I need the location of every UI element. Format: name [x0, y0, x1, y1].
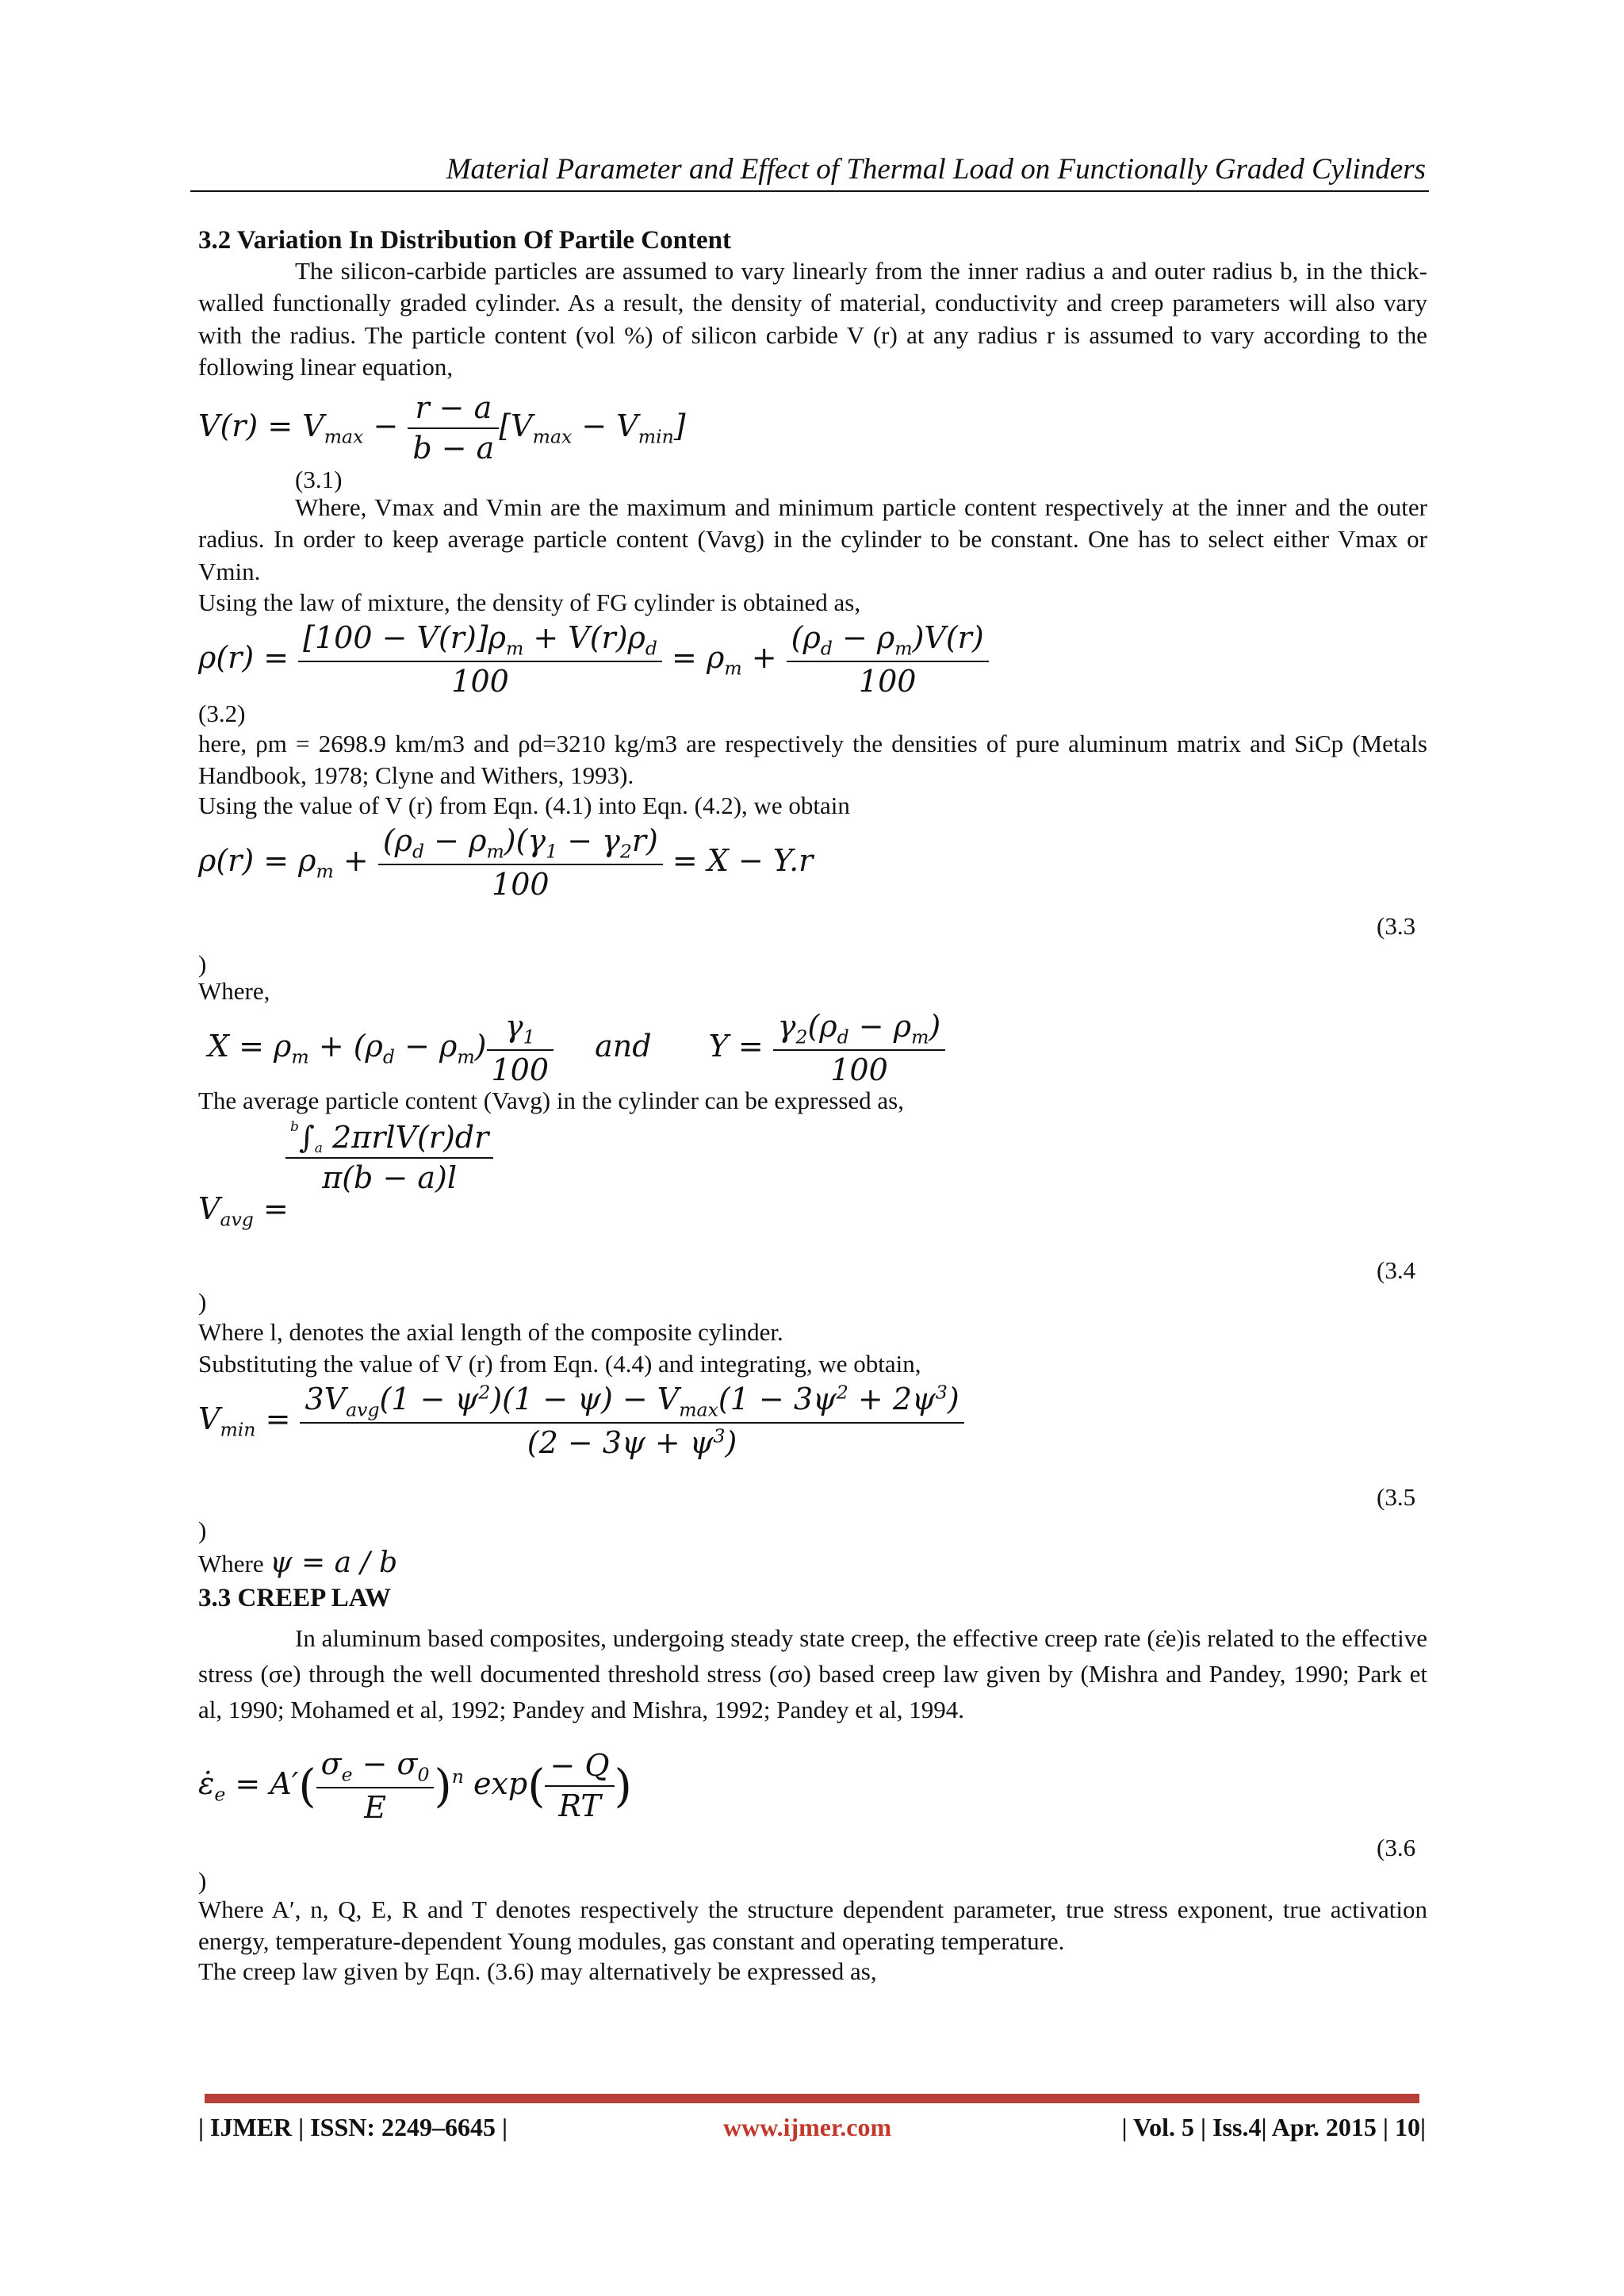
- equation-label-3-2: (3.2): [198, 700, 246, 727]
- psi-definition: Where ψ = a / b: [198, 1547, 398, 1579]
- section-heading-3-3: 3.3 CREEP LAW: [198, 1584, 391, 1612]
- equation-3-6: $\varepsiloṅ_e = A'$( $\frac{\sigma_e - \sigma_0}{E}$ )$^n$ exp( $\frac{- Q}{RT}$ ): [198, 1745, 632, 1828]
- footer-website-link[interactable]: www.ijmer.com: [723, 2113, 892, 2141]
- equation-3-3: $\rho(r) = \rho_m$ + $\frac{(\rho_d - \rho_m)(\gamma_1 - \gamma_2r)}{100}$ = X − Y.r: [198, 822, 813, 905]
- equation-label-3-1: (3.1): [295, 466, 343, 493]
- header-divider: [190, 190, 1429, 192]
- equation-x-y-definitions: $X = \rho_m + (\rho_d - \rho_m)$ $\frac{\gamma_1}{100}$ and Y = $\frac{\gamma_2(\rho_d - \rho_m)}{100}$: [208, 1007, 945, 1091]
- where-label: Where,: [198, 977, 270, 1005]
- footer-bar: [205, 2094, 1419, 2103]
- equation-3-4: $V_{avg}$ = $\frac{^b\int a 2\pi rlV(r)dr}{\pi(b - a)l}$: [198, 1118, 515, 1253]
- equation-label-3-3: (3.3: [1377, 912, 1416, 940]
- paragraph-law-of-mixture: Using the law of mixture, the density of FG cylinder is obtained as,: [198, 588, 861, 616]
- equation-close-3-5: ): [198, 1516, 207, 1544]
- paragraph-axial-length: Where l, denotes the axial length of the composite cylinder.: [198, 1318, 783, 1346]
- paragraph-integrating: Substituting the value of V (r) from Eqn. (4.4) and integrating, we obtain,: [198, 1350, 921, 1378]
- paragraph-particle-variation: The silicon-carbide particles are assumed to vary linearly from the inner radius a and outer radius b, in the thick-walled functionally graded cylinder. As a result, the density of material, conductivity and creep parameters will also vary with the radius. The particle content (vol %) of silicon carbide V (r) at any radius r is assumed to vary according to the following linear equation,: [198, 257, 1427, 381]
- equation-close-3-6: ): [198, 1867, 207, 1895]
- equation-3-2: ρ(r) = $\frac{[100 - V(r)]\rho_m + V(r)\rho_d}{100}$ = $\rho_m$ + $\frac{(\rho_d - \rho_m)V(r)}{100}$: [198, 619, 989, 702]
- equation-label-3-6: (3.6: [1377, 1834, 1416, 1861]
- equation-label-3-5: (3.5: [1377, 1483, 1416, 1511]
- paragraph-creep-parameters: Where A′, n, Q, E, R and T denotes respectively the structure dependent parameter, true stress exponent, true activation energy, temperature-dependent Young modules, gas constant and operating temperature.: [198, 1895, 1427, 1956]
- footer-journal-issn: | IJMER | ISSN: 2249–6645 |: [198, 2113, 508, 2141]
- footer-volume-page: | Vol. 5 | Iss.4| Apr. 2015 | 10|: [1121, 2113, 1426, 2141]
- running-header: Material Parameter and Effect of Thermal Load on Functionally Graded Cylinders: [446, 153, 1426, 186]
- paragraph-substitute-vr: Using the value of V (r) from Eqn. (4.1) into Eqn. (4.2), we obtain: [198, 792, 850, 819]
- paragraph-densities: here, ρm = 2698.9 km/m3 and ρd=3210 kg/m3 are respectively the densities of pure aluminum matrix and SiCp (Metals Handbook, 1978; Clyne and Withers, 1993).: [198, 730, 1427, 790]
- paragraph-average-content: The average particle content (Vavg) in the cylinder can be expressed as,: [198, 1087, 904, 1114]
- section-heading-3-2: 3.2 Variation In Distribution Of Partile Content: [198, 226, 731, 255]
- equation-3-5: $V_{min}$ = $\frac{3V_{avg}(1 - \psi^2)(1 - \psi) - V_{max}(1 - 3\psi^2 + 2\psi^3)}{(2 - 3\psi + \psi^3)}$: [198, 1380, 964, 1463]
- paragraph-creep-alternative: The creep law given by Eqn. (3.6) may alternatively be expressed as,: [198, 1957, 877, 1985]
- paragraph-vmax-vmin: Where, Vmax and Vmin are the maximum and minimum particle content respectively at the inner and the outer radius. In order to keep average particle content (Vavg) in the cylinder to be constant. One has to select either Vmax or Vmin.: [198, 493, 1427, 585]
- where-psi-label: Where: [198, 1550, 264, 1577]
- paragraph-creep-rate: In aluminum based composites, undergoing steady state creep, the effective creep rate (ε̇e)is related to the effective stress (σe) through the well documented threshold stress (σo) based creep law given by (Mishra and Pandey, 1990; Park et al, 1990; Mohamed et al, 1992; Pandey and Mishra, 1992; Pandey et al, 1994.: [198, 1624, 1427, 1723]
- equation-close-3-3: ): [198, 950, 207, 978]
- equation-close-3-4: ): [198, 1288, 207, 1316]
- equation-label-3-4: (3.4: [1377, 1256, 1416, 1284]
- equation-3-1: $V(r) = V_{max}$ − $\frac{r - a}{b - a}$ $[V_{max} - V_{min}]$: [198, 389, 686, 469]
